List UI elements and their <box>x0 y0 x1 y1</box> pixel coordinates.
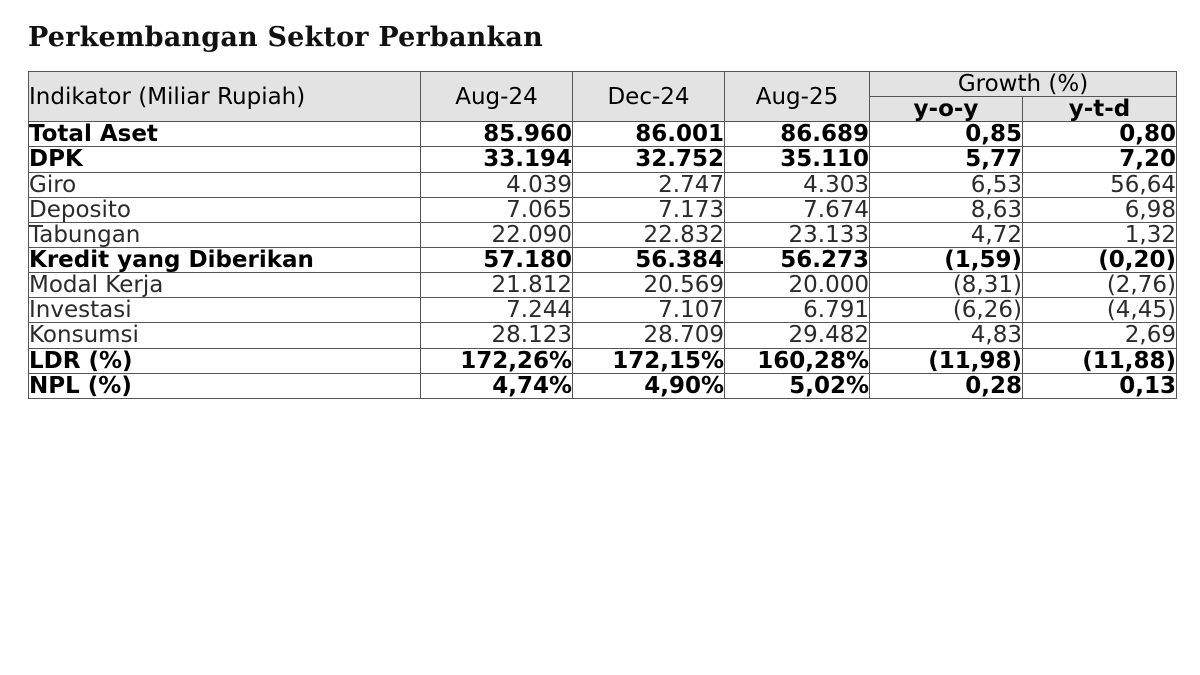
cell-dec24: 32.752 <box>573 147 725 172</box>
cell-aug24: 4,74% <box>421 373 573 398</box>
cell-aug24: 4.039 <box>421 172 573 197</box>
table-row <box>29 348 1177 373</box>
row-label: Modal Kerja <box>29 273 421 298</box>
row-label: Investasi <box>29 298 421 323</box>
table-row <box>29 222 1177 247</box>
table-row <box>29 373 1177 398</box>
cell-dec24: 2.747 <box>573 172 725 197</box>
table-row <box>29 273 1177 298</box>
table-row <box>29 323 1177 348</box>
cell-aug25: 23.133 <box>725 222 870 247</box>
cell-aug25: 86.689 <box>725 122 870 147</box>
cell-dec24: 4,90% <box>573 373 725 398</box>
cell-yoy: 0,28 <box>870 373 1023 398</box>
column-header-growth: Growth (%) <box>870 72 1177 97</box>
cell-yoy: 5,77 <box>870 147 1023 172</box>
cell-ytd: 0,80 <box>1023 122 1177 147</box>
cell-yoy: 0,85 <box>870 122 1023 147</box>
cell-dec24: 28.709 <box>573 323 725 348</box>
cell-ytd: 56,64 <box>1023 172 1177 197</box>
cell-ytd: 0,13 <box>1023 373 1177 398</box>
cell-aug25: 4.303 <box>725 172 870 197</box>
cell-aug25: 5,02% <box>725 373 870 398</box>
cell-aug24: 7.065 <box>421 197 573 222</box>
cell-aug24: 172,26% <box>421 348 573 373</box>
column-header-indicator: Indikator (Miliar Rupiah) <box>29 72 421 122</box>
column-header-ytd: y-t-d <box>1023 97 1177 122</box>
cell-ytd: 1,32 <box>1023 222 1177 247</box>
row-label: NPL (%) <box>29 373 421 398</box>
cell-yoy: (11,98) <box>870 348 1023 373</box>
cell-ytd: (11,88) <box>1023 348 1177 373</box>
cell-ytd: 6,98 <box>1023 197 1177 222</box>
column-header-dec24: Dec-24 <box>573 72 725 122</box>
cell-aug24: 22.090 <box>421 222 573 247</box>
cell-aug25: 29.482 <box>725 323 870 348</box>
cell-aug25: 6.791 <box>725 298 870 323</box>
cell-ytd: (0,20) <box>1023 247 1177 272</box>
table-row <box>29 147 1177 172</box>
row-label: Deposito <box>29 197 421 222</box>
row-label: Konsumsi <box>29 323 421 348</box>
cell-aug24: 28.123 <box>421 323 573 348</box>
cell-aug25: 35.110 <box>725 147 870 172</box>
cell-yoy: 4,72 <box>870 222 1023 247</box>
table-header-row-1 <box>29 72 1177 97</box>
table-row <box>29 298 1177 323</box>
cell-aug25: 160,28% <box>725 348 870 373</box>
table-row <box>29 247 1177 272</box>
table-header <box>29 72 1177 122</box>
banking-sector-table <box>28 71 1177 399</box>
cell-ytd: 2,69 <box>1023 323 1177 348</box>
cell-aug24: 7.244 <box>421 298 573 323</box>
cell-ytd: (4,45) <box>1023 298 1177 323</box>
cell-dec24: 7.107 <box>573 298 725 323</box>
cell-ytd: (2,76) <box>1023 273 1177 298</box>
row-label: Tabungan <box>29 222 421 247</box>
row-label: DPK <box>29 147 421 172</box>
cell-dec24: 172,15% <box>573 348 725 373</box>
cell-yoy: 4,83 <box>870 323 1023 348</box>
table-row <box>29 172 1177 197</box>
table-row <box>29 122 1177 147</box>
cell-yoy: 6,53 <box>870 172 1023 197</box>
table-row <box>29 197 1177 222</box>
cell-aug24: 33.194 <box>421 147 573 172</box>
cell-aug25: 56.273 <box>725 247 870 272</box>
column-header-yoy: y-o-y <box>870 97 1023 122</box>
table-body <box>29 122 1177 399</box>
cell-dec24: 22.832 <box>573 222 725 247</box>
cell-aug24: 21.812 <box>421 273 573 298</box>
cell-aug24: 57.180 <box>421 247 573 272</box>
cell-yoy: (1,59) <box>870 247 1023 272</box>
cell-ytd: 7,20 <box>1023 147 1177 172</box>
cell-aug25: 20.000 <box>725 273 870 298</box>
cell-aug24: 85.960 <box>421 122 573 147</box>
row-label: Total Aset <box>29 122 421 147</box>
cell-yoy: (8,31) <box>870 273 1023 298</box>
cell-aug25: 7.674 <box>725 197 870 222</box>
column-header-aug25: Aug-25 <box>725 72 870 122</box>
row-label: LDR (%) <box>29 348 421 373</box>
row-label: Giro <box>29 172 421 197</box>
row-label: Kredit yang Diberikan <box>29 247 421 272</box>
page-title: Perkembangan Sektor Perbankan <box>28 22 543 53</box>
cell-dec24: 86.001 <box>573 122 725 147</box>
cell-dec24: 7.173 <box>573 197 725 222</box>
cell-dec24: 56.384 <box>573 247 725 272</box>
column-header-aug24: Aug-24 <box>421 72 573 122</box>
cell-yoy: 8,63 <box>870 197 1023 222</box>
cell-yoy: (6,26) <box>870 298 1023 323</box>
cell-dec24: 20.569 <box>573 273 725 298</box>
